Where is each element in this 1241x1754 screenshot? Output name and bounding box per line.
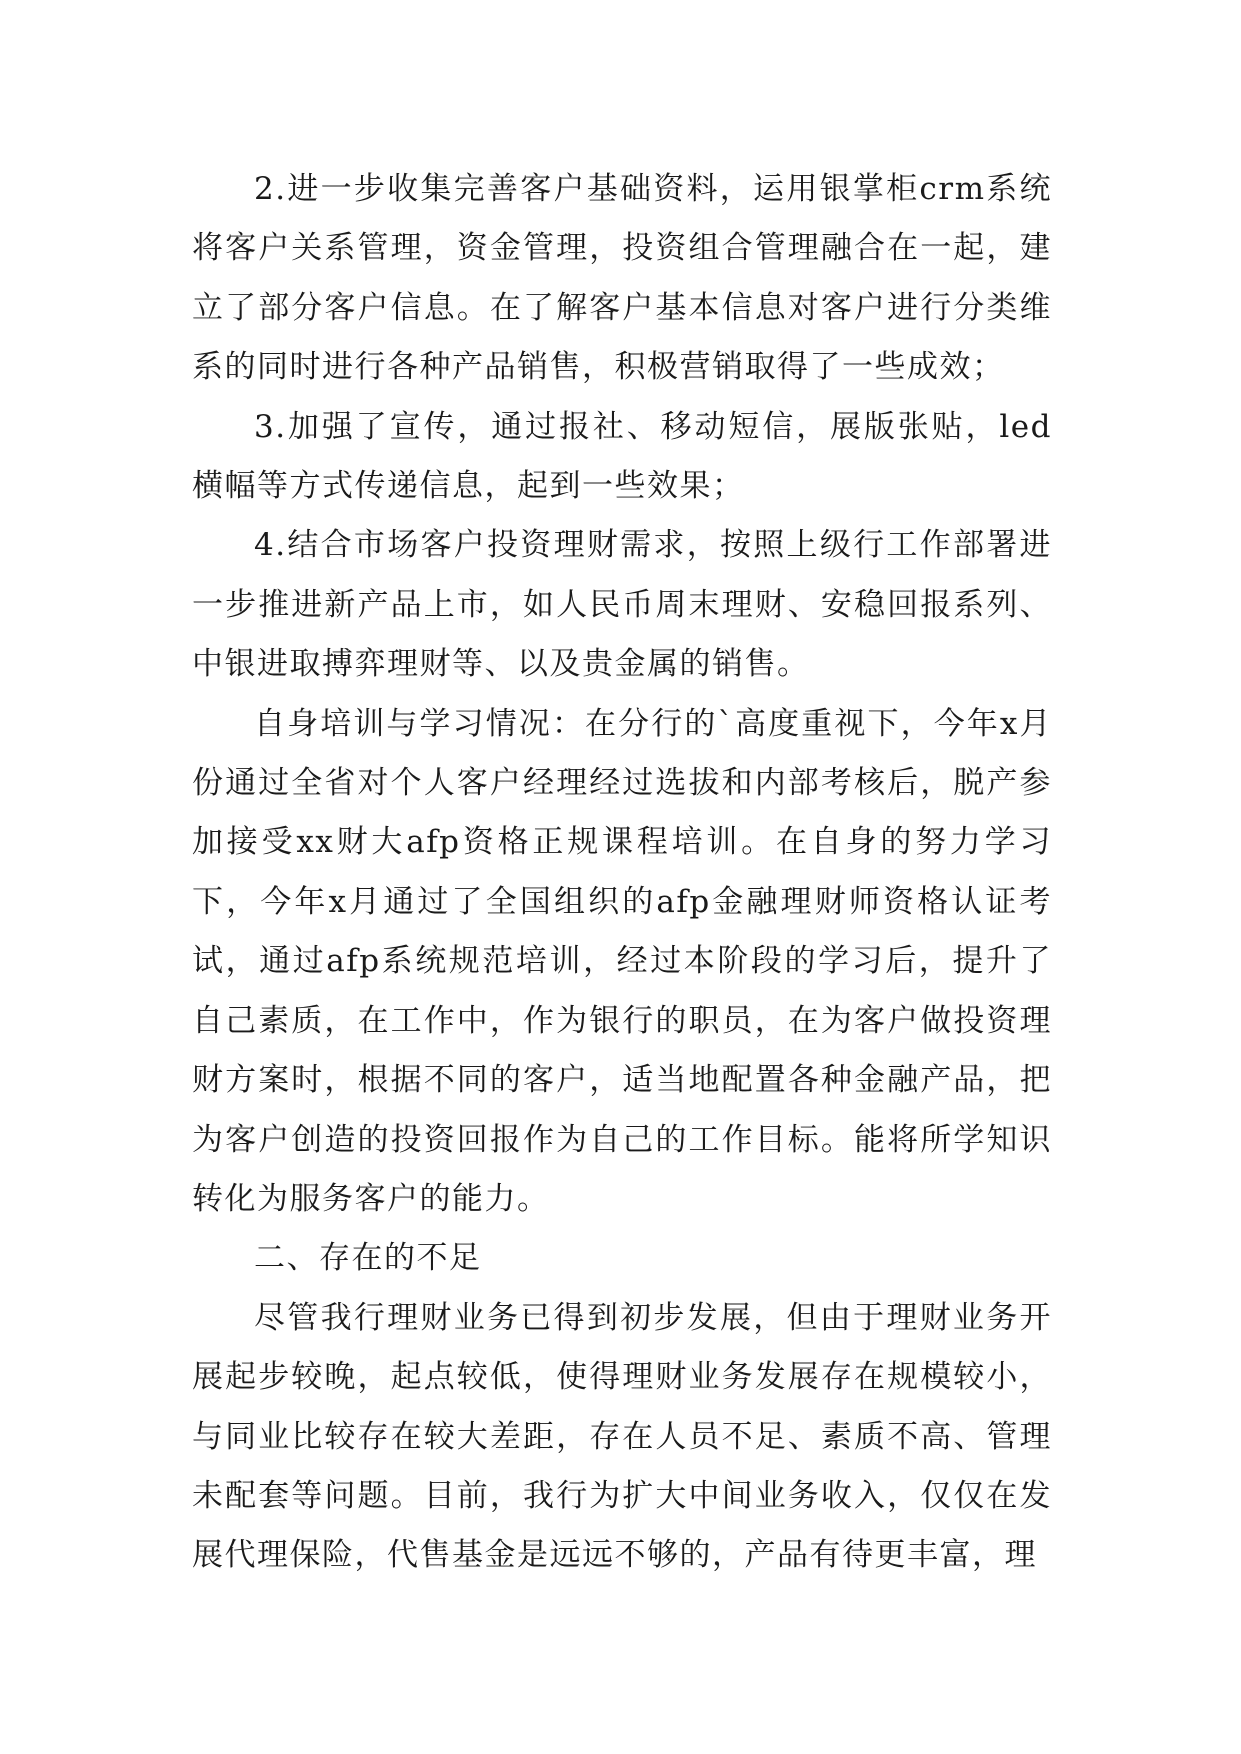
section-heading-shortcomings: 二、存在的不足: [254, 1240, 482, 1277]
paragraph-publicity: 3.加强了宣传，通过报社、移动短信，展版张贴，led横幅等方式传递信息，起到一些效果；: [192, 408, 1052, 505]
paragraph-training: 自身培训与学习情况：在分行的`高度重视下，今年x月份通过全省对个人客户经理经过选拔和内部考核后，脱产参加接受xx财大afp资格正规课程培训。在自身的努力学习下，今年x月通过了全国组织的afp金融理财师资格认证考试，通过afp系统规范培训，经过本阶段的学习后，提升了自己素质，在工作中，作为银行的职员，在为客户做投资理财方案时，根据不同的客户，适当地配置各种金融产品，把为客户创造的投资回报作为自己的工作目标。能将所学知识转化为服务客户的能力。: [192, 705, 1052, 1217]
paragraph-new-products: 4.结合市场客户投资理财需求，按照上级行工作部署进一步推进新产品上市，如人民币周末理财、安稳回报系列、中银进取搏弈理财等、以及贵金属的销售。: [192, 527, 1052, 683]
document-body: [192, 160, 1052, 1586]
paragraph-customer-data: 2.进一步收集完善客户基础资料，运用银掌柜crm系统将客户关系管理，资金管理，投资组合管理融合在一起，建立了部分客户信息。在了解客户基本信息对客户进行分类维系的同时进行各种产品销售，积极营销取得了一些成效；: [192, 171, 1052, 386]
paragraph-shortcomings: 尽管我行理财业务已得到初步发展，但由于理财业务开展起步较晚，起点较低，使得理财业务发展存在规模较小，与同业比较存在较大差距，存在人员不足、素质不高、管理未配套等问题。目前，我行为扩大中间业务收入，仅仅在发展代理保险，代售基金是远远不够的，产品有待更丰富，理: [192, 1299, 1052, 1574]
